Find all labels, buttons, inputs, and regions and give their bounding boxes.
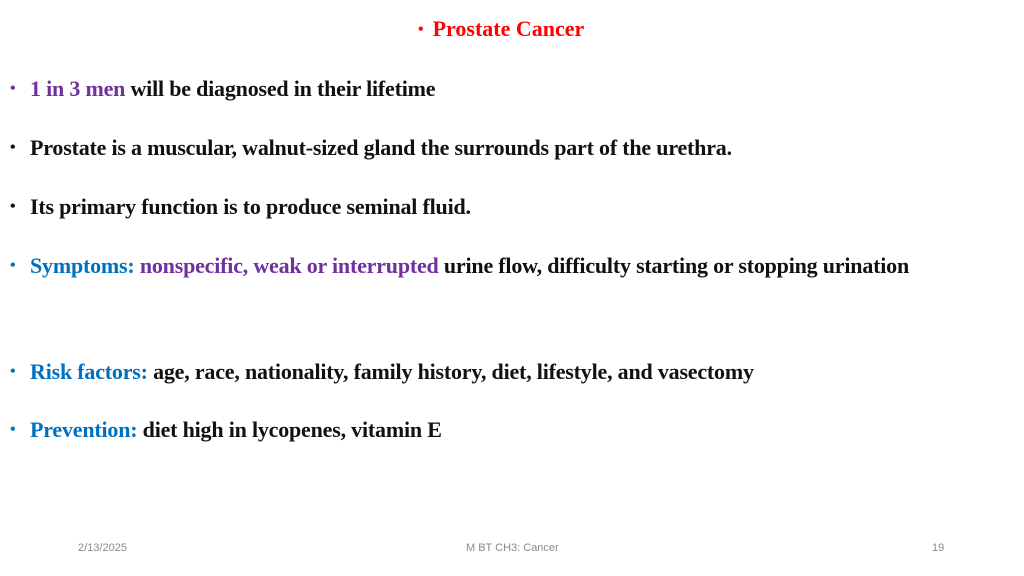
footer-title: M BT CH3: Cancer xyxy=(466,542,559,554)
label-text: Symptoms: xyxy=(30,253,135,278)
bullet-item xyxy=(10,406,1000,453)
bullet-text: will be diagnosed in their lifetime xyxy=(125,76,436,101)
bullet-text: Its primary function is to produce seminal fluid. xyxy=(30,194,471,219)
bullet-item xyxy=(10,183,1000,230)
page-number: 19 xyxy=(932,542,945,554)
bullet-icon: • xyxy=(10,421,16,438)
bullet-text: Prostate is a muscular, walnut-sized gland the surrounds part of the urethra. xyxy=(30,135,732,160)
bullet-icon: • xyxy=(10,139,16,156)
bullet-text: diet high in lycopenes, vitamin E xyxy=(137,417,442,442)
bullet-icon: • xyxy=(10,198,16,215)
bullet-icon: • xyxy=(10,363,16,380)
bullet-item xyxy=(10,348,1000,395)
highlight-text: 1 in 3 men xyxy=(30,76,126,101)
bullet-icon: • xyxy=(10,80,16,97)
label-text: Risk factors: xyxy=(30,359,148,384)
bullet-item xyxy=(10,65,1000,112)
footer-date: 2/13/2025 xyxy=(78,542,127,554)
highlight-text: nonspecific, weak or interrupted xyxy=(134,253,439,278)
bullet-icon: • xyxy=(10,257,16,274)
slide-title-text: Prostate Cancer xyxy=(432,16,585,41)
bullet-item xyxy=(10,242,1000,289)
bullet-icon: • xyxy=(418,21,424,38)
bullet-text: urine flow, difficulty starting or stopping urination xyxy=(438,253,909,278)
label-text: Prevention: xyxy=(30,417,138,442)
bullet-text: age, race, nationality, family history, diet, lifestyle, and vasectomy xyxy=(147,359,754,384)
slide-title xyxy=(418,16,584,42)
bullet-item xyxy=(10,124,1000,171)
